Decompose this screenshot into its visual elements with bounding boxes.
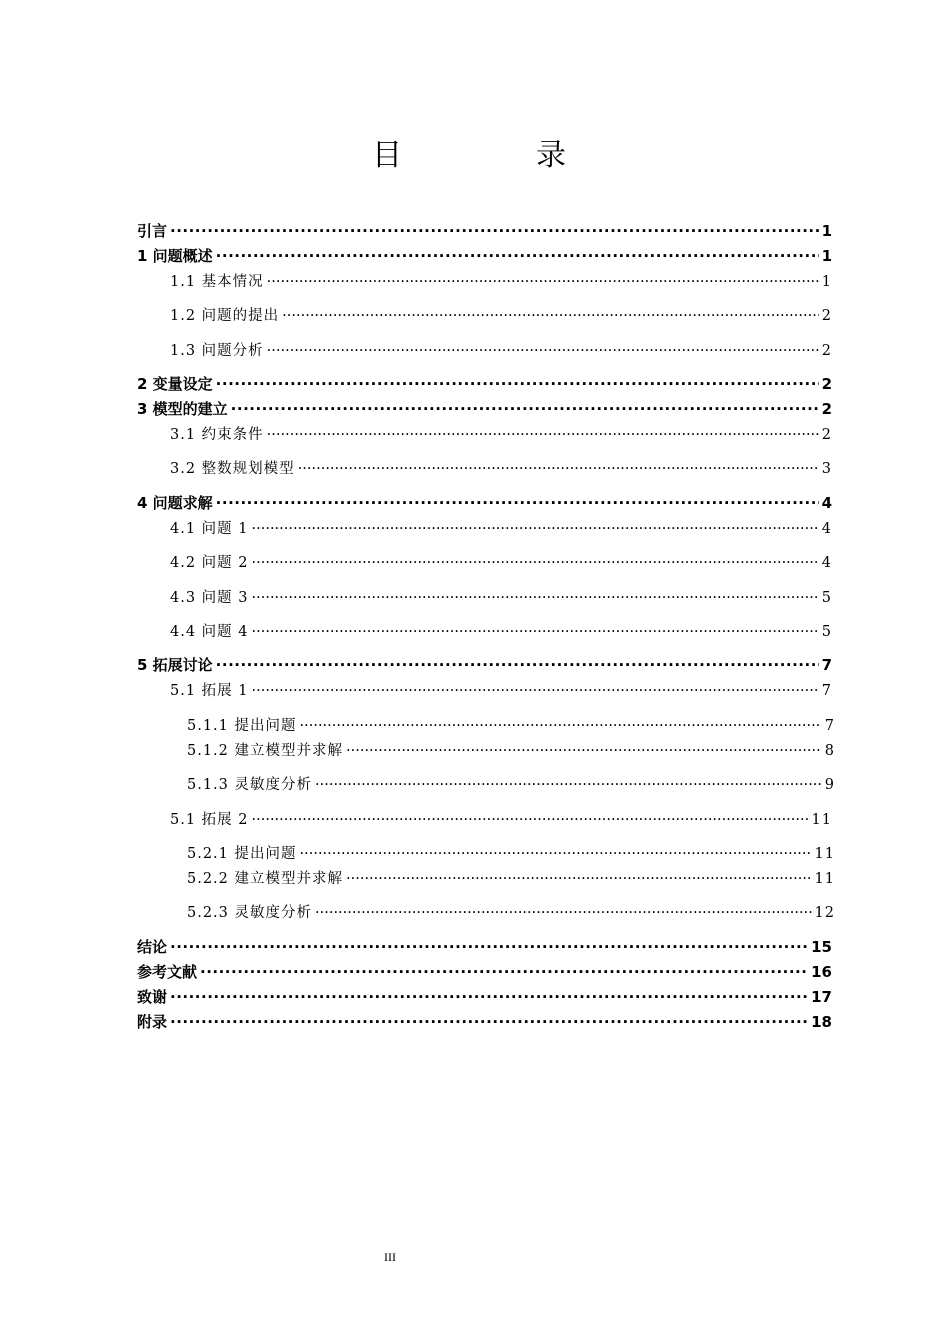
toc-entry-page: 4 [821, 555, 832, 571]
toc-dot-leader [315, 777, 822, 793]
page-title: 目 录 [372, 138, 618, 173]
toc-dot-leader [216, 656, 819, 674]
toc-dot-leader [346, 871, 812, 887]
toc-entry-page: 16 [811, 963, 832, 981]
toc-entry[interactable] [170, 423, 832, 444]
toc-entry[interactable] [187, 739, 835, 760]
toc-entry[interactable] [137, 654, 832, 675]
toc-entry[interactable] [187, 842, 835, 863]
toc-entry[interactable] [137, 398, 832, 419]
toc-entry[interactable] [170, 551, 832, 572]
toc-entry-label: 3.1 约束条件 [170, 427, 264, 443]
toc-entry-page: 11 [811, 812, 832, 828]
toc-entry[interactable] [137, 936, 832, 957]
toc-entry-label: 3.2 整数规划模型 [170, 461, 295, 477]
toc-entry-label: 2 变量设定 [137, 375, 213, 393]
toc-entry-page: 2 [821, 427, 832, 443]
toc-entry-label: 4.3 问题 3 [170, 590, 249, 606]
toc-dot-leader [298, 461, 819, 477]
toc-entry-label: 参考文献 [137, 963, 198, 981]
toc-entry[interactable] [170, 679, 832, 700]
toc-entry-label: 4 问题求解 [137, 494, 213, 512]
toc-entry-label: 5.2.3 灵敏度分析 [187, 905, 313, 921]
toc-dot-leader [267, 274, 819, 290]
page-number: III [384, 1250, 396, 1264]
toc-entry-page: 7 [824, 718, 835, 734]
toc-entry-page: 1 [821, 247, 832, 265]
toc-entry[interactable] [137, 373, 832, 394]
toc-dot-leader [231, 400, 819, 418]
toc-dot-leader [252, 521, 819, 537]
toc-entry[interactable] [137, 986, 832, 1007]
toc-entry[interactable] [170, 808, 832, 829]
toc-entry-label: 3 模型的建立 [137, 400, 228, 418]
toc-dot-leader [252, 683, 819, 699]
toc-entry-page: 5 [821, 624, 832, 640]
toc-entry-label: 5 拓展讨论 [137, 656, 213, 674]
toc-entry-page: 4 [821, 494, 832, 512]
toc-entry-page: 1 [821, 222, 832, 240]
toc-entry-page: 15 [811, 938, 832, 956]
toc-entry-label: 结论 [137, 938, 168, 956]
toc-entry-page: 17 [811, 988, 832, 1006]
toc-entry[interactable] [170, 339, 832, 360]
toc-entry-label: 5.1.1 提出问题 [187, 718, 297, 734]
toc-entry-label: 5.1.2 建立模型并求解 [187, 743, 344, 759]
toc-entry-label: 5.2.2 建立模型并求解 [187, 871, 344, 887]
toc-entry-label: 附录 [137, 1013, 168, 1031]
toc-entry[interactable] [187, 901, 835, 922]
toc-dot-leader [267, 343, 819, 359]
toc-entry[interactable] [187, 867, 835, 888]
toc-dot-leader [170, 938, 808, 956]
toc-entry-page: 18 [811, 1013, 832, 1031]
toc-entry-page: 2 [821, 343, 832, 359]
toc-entry-page: 2 [821, 308, 832, 324]
toc-entry-label: 5.2.1 提出问题 [187, 846, 297, 862]
toc-entry[interactable] [170, 517, 832, 538]
toc-entry-label: 1.2 问题的提出 [170, 308, 280, 324]
toc-entry-label: 4.4 问题 4 [170, 624, 249, 640]
toc-entry-label: 5.1 拓展 1 [170, 683, 249, 699]
toc-dot-leader [315, 905, 812, 921]
toc-entry-page: 12 [814, 905, 835, 921]
toc-dot-leader [216, 247, 819, 265]
toc-entry[interactable] [137, 961, 832, 982]
toc-dot-leader [252, 555, 819, 571]
toc-dot-leader [346, 743, 822, 759]
toc-entry-page: 2 [821, 375, 832, 393]
toc-entry[interactable] [137, 245, 832, 266]
toc-entry[interactable] [170, 457, 832, 478]
toc-entry-label: 4.2 问题 2 [170, 555, 249, 571]
toc-dot-leader [170, 1013, 808, 1031]
toc-dot-leader [170, 988, 808, 1006]
toc-entry-page: 11 [814, 846, 835, 862]
toc-entry-page: 9 [824, 777, 835, 793]
toc-entry[interactable] [170, 304, 832, 325]
toc-entry-label: 1 问题概述 [137, 247, 213, 265]
toc-entry-page: 7 [821, 656, 832, 674]
toc-dot-leader [300, 846, 812, 862]
toc-entry-label: 4.1 问题 1 [170, 521, 249, 537]
toc-entry-label: 1.3 问题分析 [170, 343, 264, 359]
toc-entry-label: 引言 [137, 222, 168, 240]
toc-dot-leader [252, 624, 819, 640]
toc-entry-label: 致谢 [137, 988, 168, 1006]
toc-dot-leader [282, 308, 819, 324]
toc-entry-page: 11 [814, 871, 835, 887]
toc-dot-leader [252, 590, 819, 606]
toc-dot-leader [170, 222, 819, 240]
toc-entry-label: 5.1.3 灵敏度分析 [187, 777, 313, 793]
toc-dot-leader [216, 375, 819, 393]
toc-entry[interactable] [170, 270, 832, 291]
toc-entry[interactable] [137, 1011, 832, 1032]
toc-entry-label: 5.1 拓展 2 [170, 812, 249, 828]
toc-entry[interactable] [137, 220, 832, 241]
toc-dot-leader [300, 718, 822, 734]
toc-dot-leader [200, 963, 808, 981]
toc-entry-page: 7 [821, 683, 832, 699]
toc-dot-leader [216, 494, 819, 512]
toc-entry-page: 3 [821, 461, 832, 477]
toc-entry[interactable] [137, 492, 832, 513]
toc-dot-leader [267, 427, 819, 443]
toc-entry[interactable] [170, 586, 832, 607]
toc-entry[interactable] [187, 714, 835, 735]
toc-entry-label: 1.1 基本情况 [170, 274, 264, 290]
toc-entry-page: 8 [824, 743, 835, 759]
toc-entry-page: 5 [821, 590, 832, 606]
toc-entry[interactable] [170, 620, 832, 641]
toc-dot-leader [252, 812, 809, 828]
toc-entry-page: 2 [821, 400, 832, 418]
toc-entry-page: 4 [821, 521, 832, 537]
toc-entry-page: 1 [821, 274, 832, 290]
toc-entry[interactable] [187, 773, 835, 794]
